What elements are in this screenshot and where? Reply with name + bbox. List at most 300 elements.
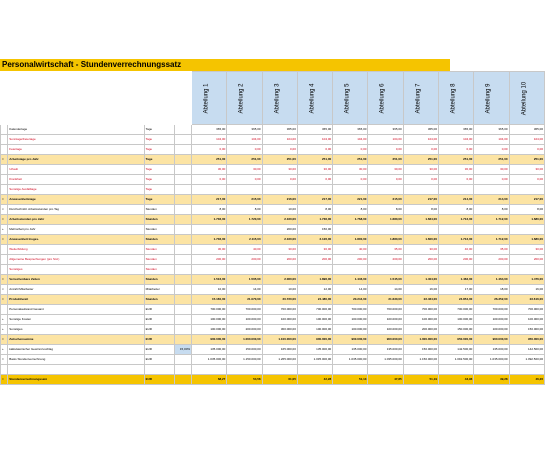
value-cell[interactable]: 18,00: [474, 285, 509, 295]
value-cell: 950.000,00: [439, 335, 474, 345]
value-cell[interactable]: 100.000,00: [333, 315, 368, 325]
value-cell[interactable]: 0,00: [439, 175, 474, 185]
value-cell[interactable]: 0,00: [403, 145, 438, 155]
value-cell[interactable]: 100.000,00: [368, 325, 403, 335]
row-percent: [175, 245, 192, 255]
row-percent: [175, 135, 192, 145]
value-cell[interactable]: 0,00: [262, 175, 297, 185]
value-cell[interactable]: [368, 265, 403, 275]
value-cell[interactable]: 200.000,00: [227, 325, 262, 335]
value-cell: 1.720,00: [227, 215, 262, 225]
row-label: Allgemeine Besprechungen (pro Std.): [8, 255, 144, 265]
value-cell[interactable]: 300.000,00: [262, 325, 297, 335]
value-cell[interactable]: 150.000,00: [509, 325, 544, 335]
row-unit: Stunden: [144, 295, 174, 305]
value-cell[interactable]: 365,00: [403, 125, 438, 135]
row-label: Zwischensumme: [8, 335, 144, 345]
row-operator: +: [1, 315, 8, 325]
value-cell: 46,26: [509, 375, 544, 385]
header-blank-pct: [175, 72, 192, 125]
value-cell[interactable]: 30,00: [403, 165, 438, 175]
value-cell[interactable]: [192, 265, 227, 275]
value-cell[interactable]: [474, 185, 509, 195]
value-cell[interactable]: 200,00: [368, 255, 403, 265]
value-cell[interactable]: 14,00: [333, 285, 368, 295]
table-row: [1, 155, 545, 165]
value-cell[interactable]: 30,00: [403, 245, 438, 255]
value-cell[interactable]: 0,00: [474, 175, 509, 185]
row-label: Basis Stundenverrechnung: [8, 355, 144, 365]
department-header[interactable]: [227, 72, 262, 125]
value-cell[interactable]: 1.035.000,00: [297, 355, 332, 365]
value-cell: 24.480,00: [297, 295, 332, 305]
table-row: [1, 265, 545, 275]
value-cell[interactable]: [297, 185, 332, 195]
value-cell[interactable]: 200,00: [262, 255, 297, 265]
value-cell[interactable]: 12,00: [297, 285, 332, 295]
value-cell[interactable]: 8,00: [368, 205, 403, 215]
value-cell[interactable]: 100.000,00: [192, 325, 227, 335]
value-cell: 1.680,00: [368, 215, 403, 225]
value-cell[interactable]: 100.000,00: [227, 315, 262, 325]
value-cell: 22.464,00: [403, 295, 438, 305]
row-percent: [175, 355, 192, 365]
table-row: [1, 275, 545, 285]
row-operator: [1, 175, 8, 185]
value-cell[interactable]: 14,00: [368, 285, 403, 295]
value-cell: 251,00: [262, 155, 297, 165]
value-cell[interactable]: [403, 225, 438, 235]
row-label: Urlaub: [8, 165, 144, 175]
value-cell[interactable]: 135.000,00: [297, 345, 332, 355]
value-cell: 1.680,00: [509, 215, 544, 225]
value-cell[interactable]: [333, 265, 368, 275]
value-cell[interactable]: 10,00: [262, 285, 297, 295]
value-cell[interactable]: 0,00: [474, 145, 509, 155]
header-row: [1, 72, 545, 125]
value-cell[interactable]: 142.500,00: [439, 345, 474, 355]
row-label: Stundenverrechnungssatz: [8, 375, 144, 385]
value-cell[interactable]: 100.000,00: [439, 315, 474, 325]
table-row: [1, 345, 545, 355]
value-cell[interactable]: [509, 185, 544, 195]
value-cell: 21.070,00: [227, 295, 262, 305]
value-cell: 1.736,00: [192, 235, 227, 245]
value-cell[interactable]: 30,00: [439, 165, 474, 175]
row-label: Sonstige Ausfalltage: [8, 185, 144, 195]
value-cell[interactable]: 8,00: [474, 205, 509, 215]
value-cell: 54,58: [227, 375, 262, 385]
row-percent: [175, 285, 192, 295]
row-percent: [175, 315, 192, 325]
row-percent[interactable]: 15,00%: [175, 345, 192, 355]
value-cell[interactable]: 0,00: [192, 145, 227, 155]
value-cell: 1.712,00: [439, 235, 474, 245]
value-cell[interactable]: 0,00: [192, 175, 227, 185]
value-cell: 1.800,00: [333, 235, 368, 245]
value-cell[interactable]: 700.000,00: [509, 305, 544, 315]
value-cell: 900.000,00: [368, 335, 403, 345]
value-cell: 15.160,00: [192, 295, 227, 305]
value-cell[interactable]: 135.000,00: [368, 345, 403, 355]
value-cell[interactable]: [439, 225, 474, 235]
value-cell[interactable]: 0,00: [262, 145, 297, 155]
row-operator: [1, 135, 8, 145]
value-cell[interactable]: [403, 265, 438, 275]
value-cell[interactable]: 16,00: [403, 285, 438, 295]
row-operator: [1, 365, 8, 375]
value-cell: 1.664,00: [403, 215, 438, 225]
value-cell[interactable]: 365,00: [509, 125, 544, 135]
value-cell[interactable]: 0,00: [333, 145, 368, 155]
department-header[interactable]: [368, 72, 403, 125]
value-cell: [333, 365, 368, 375]
table-row: [1, 305, 545, 315]
row-operator: [1, 185, 8, 195]
row-unit: Stunden: [144, 225, 174, 235]
value-cell: 950.000,00: [509, 335, 544, 345]
value-cell: 251,00: [474, 155, 509, 165]
value-cell[interactable]: 100.000,00: [262, 315, 297, 325]
department-header[interactable]: [333, 72, 368, 125]
value-cell[interactable]: 150.000,00: [227, 345, 262, 355]
value-cell: 215,00: [227, 195, 262, 205]
value-cell[interactable]: [439, 265, 474, 275]
value-cell[interactable]: 30,00: [262, 245, 297, 255]
table-row: [1, 145, 545, 155]
value-cell[interactable]: 1.035.000,00: [368, 355, 403, 365]
value-cell[interactable]: 365,00: [368, 125, 403, 135]
value-cell: 900.000,00: [297, 335, 332, 345]
value-cell[interactable]: 365,00: [474, 125, 509, 135]
value-cell[interactable]: 135.000,00: [192, 345, 227, 355]
row-percent: [175, 275, 192, 285]
value-cell[interactable]: 8,00: [297, 205, 332, 215]
value-cell: 20.720,00: [262, 295, 297, 305]
value-cell[interactable]: [333, 185, 368, 195]
value-cell[interactable]: 100.000,00: [509, 315, 544, 325]
value-cell[interactable]: 150.000,00: [403, 345, 438, 355]
value-cell[interactable]: 200,00: [509, 255, 544, 265]
value-cell: 217,00: [192, 195, 227, 205]
value-cell[interactable]: 200,00: [474, 255, 509, 265]
value-cell[interactable]: 35,00: [474, 245, 509, 255]
value-cell[interactable]: 104,00: [439, 135, 474, 145]
value-cell[interactable]: 30,00: [262, 165, 297, 175]
value-cell[interactable]: 40,00: [439, 245, 474, 255]
value-cell: 1.000.000,00: [227, 335, 262, 345]
value-cell[interactable]: 40,00: [333, 245, 368, 255]
value-cell[interactable]: 1.265.000,00: [262, 355, 297, 365]
table-row: [1, 375, 545, 385]
value-cell[interactable]: 104,00: [297, 135, 332, 145]
value-cell[interactable]: 0,00: [403, 175, 438, 185]
value-cell: [297, 365, 332, 375]
value-cell[interactable]: [368, 225, 403, 235]
value-cell: 1.736,00: [192, 215, 227, 225]
value-cell: 216,00: [262, 195, 297, 205]
value-cell[interactable]: 100.000,00: [297, 315, 332, 325]
department-header[interactable]: [509, 72, 544, 125]
value-cell[interactable]: 135.000,00: [333, 345, 368, 355]
value-cell[interactable]: 8,00: [439, 205, 474, 215]
value-cell[interactable]: 35,00: [368, 245, 403, 255]
value-cell[interactable]: 30,00: [297, 165, 332, 175]
value-cell: 1.100.000,00: [262, 335, 297, 345]
value-cell: 1.880,00: [368, 235, 403, 245]
value-cell[interactable]: 104,00: [227, 135, 262, 145]
value-cell[interactable]: [192, 225, 227, 235]
value-cell: 1.600,00: [403, 235, 438, 245]
value-cell: 1.476,00: [509, 275, 544, 285]
value-cell[interactable]: 365,00: [297, 125, 332, 135]
value-cell[interactable]: [333, 225, 368, 235]
value-cell[interactable]: 0,00: [333, 175, 368, 185]
value-cell[interactable]: 17,00: [439, 285, 474, 295]
value-cell[interactable]: [509, 265, 544, 275]
value-cell[interactable]: 200,00: [262, 225, 297, 235]
value-cell[interactable]: 104,00: [368, 135, 403, 145]
row-unit: Tage: [144, 195, 174, 205]
row-unit: EUR: [144, 355, 174, 365]
value-cell[interactable]: 200,00: [297, 255, 332, 265]
value-cell[interactable]: 200,00: [439, 255, 474, 265]
value-cell[interactable]: [474, 225, 509, 235]
value-cell[interactable]: 700.000,00: [474, 305, 509, 315]
row-operator: ×: [1, 285, 8, 295]
value-cell: 1.505,00: [227, 275, 262, 285]
value-cell[interactable]: 700.000,00: [403, 305, 438, 315]
value-cell[interactable]: 30,00: [474, 165, 509, 175]
value-cell[interactable]: 0,00: [509, 145, 544, 155]
value-cell[interactable]: 200,00: [227, 255, 262, 265]
value-cell[interactable]: 365,00: [262, 125, 297, 135]
value-cell: [262, 365, 297, 375]
value-cell: 2.115,00: [227, 235, 262, 245]
row-unit: Tage: [144, 165, 174, 175]
value-cell[interactable]: 30,00: [368, 165, 403, 175]
value-cell[interactable]: 100.000,00: [333, 325, 368, 335]
value-cell: 217,00: [509, 195, 544, 205]
value-cell: 251,00: [333, 155, 368, 165]
value-cell: 215,00: [368, 195, 403, 205]
value-cell: [227, 365, 262, 375]
value-cell[interactable]: 40,00: [227, 245, 262, 255]
value-cell[interactable]: [403, 185, 438, 195]
value-cell[interactable]: 1.092.500,00: [509, 355, 544, 365]
value-cell[interactable]: 365,00: [333, 125, 368, 135]
value-cell[interactable]: [227, 185, 262, 195]
header-blank-num: [1, 72, 8, 125]
value-cell[interactable]: 14,00: [227, 285, 262, 295]
value-cell[interactable]: 30,00: [192, 165, 227, 175]
value-cell[interactable]: 150,00: [297, 225, 332, 235]
row-percent: [175, 325, 192, 335]
value-cell[interactable]: [368, 185, 403, 195]
value-cell: 214,00: [474, 195, 509, 205]
row-unit: Stunden: [144, 205, 174, 215]
value-cell[interactable]: 165.000,00: [262, 345, 297, 355]
value-cell[interactable]: [297, 265, 332, 275]
row-unit: Tage: [144, 135, 174, 145]
value-cell[interactable]: 0,00: [368, 145, 403, 155]
value-cell[interactable]: 0,00: [227, 145, 262, 155]
value-cell[interactable]: 104,00: [192, 135, 227, 145]
value-cell[interactable]: 1.150.000,00: [403, 355, 438, 365]
value-cell: 1.404,00: [403, 275, 438, 285]
value-cell[interactable]: [509, 225, 544, 235]
value-cell[interactable]: 1.092.500,00: [439, 355, 474, 365]
value-cell[interactable]: 200,00: [403, 255, 438, 265]
row-operator: ×: [1, 205, 8, 215]
row-unit: Tage: [144, 125, 174, 135]
value-cell[interactable]: 100.000,00: [474, 315, 509, 325]
value-cell[interactable]: 1.035.000,00: [474, 355, 509, 365]
value-cell[interactable]: 8,00: [227, 205, 262, 215]
value-cell[interactable]: [262, 185, 297, 195]
value-cell[interactable]: 8,00: [333, 205, 368, 215]
value-cell[interactable]: 1.150.000,00: [227, 355, 262, 365]
value-cell[interactable]: 100.000,00: [192, 315, 227, 325]
table-row: [1, 245, 545, 255]
value-cell[interactable]: 0,00: [439, 145, 474, 155]
value-cell: 1.712,00: [439, 215, 474, 225]
value-cell[interactable]: [262, 265, 297, 275]
table-row: [1, 295, 545, 305]
value-cell[interactable]: 104,00: [509, 135, 544, 145]
value-cell[interactable]: 100.000,00: [474, 325, 509, 335]
value-cell[interactable]: 8,00: [403, 205, 438, 215]
value-cell: 251,00: [192, 155, 227, 165]
header-blank-unit: [144, 72, 174, 125]
value-cell[interactable]: [439, 185, 474, 195]
value-cell[interactable]: 104,00: [474, 135, 509, 145]
value-cell[interactable]: [227, 265, 262, 275]
row-percent: [175, 125, 192, 135]
value-cell: 1.680,00: [509, 235, 544, 245]
value-cell[interactable]: [192, 185, 227, 195]
value-cell[interactable]: 135.000,00: [474, 345, 509, 355]
row-operator: =: [1, 275, 8, 285]
department-header[interactable]: [403, 72, 438, 125]
value-cell[interactable]: 30,00: [509, 245, 544, 255]
table-row: [1, 195, 545, 205]
department-header[interactable]: [262, 72, 297, 125]
value-cell: 2.160,00: [262, 215, 297, 225]
value-cell[interactable]: 365,00: [439, 125, 474, 135]
value-cell[interactable]: 200.000,00: [403, 325, 438, 335]
value-cell[interactable]: 700.000,00: [368, 305, 403, 315]
value-cell[interactable]: 30,00: [227, 165, 262, 175]
value-cell: 251,00: [227, 155, 262, 165]
table-row: [1, 255, 545, 265]
value-cell[interactable]: 0,00: [297, 145, 332, 155]
value-cell[interactable]: [227, 225, 262, 235]
value-cell: 251,00: [439, 155, 474, 165]
department-header[interactable]: [192, 72, 227, 125]
value-cell[interactable]: 700.000,00: [262, 305, 297, 315]
value-cell[interactable]: 100.000,00: [368, 315, 403, 325]
value-cell: 900.000,00: [192, 335, 227, 345]
value-cell[interactable]: 200,00: [192, 255, 227, 265]
row-label: Personalaufwand Gesamt: [8, 305, 144, 315]
value-cell[interactable]: 700.000,00: [192, 305, 227, 315]
table-row: [1, 205, 545, 215]
value-cell[interactable]: 1.035.000,00: [192, 355, 227, 365]
department-header-label: Abteilung 10: [521, 81, 528, 115]
value-cell[interactable]: 30,00: [509, 165, 544, 175]
value-cell[interactable]: 142.500,00: [509, 345, 544, 355]
value-cell[interactable]: [474, 265, 509, 275]
value-cell[interactable]: 365,00: [227, 125, 262, 135]
value-cell[interactable]: 104,00: [403, 135, 438, 145]
row-unit: Stunden: [144, 235, 174, 245]
department-header[interactable]: [474, 72, 509, 125]
department-header-label: Abteilung 5: [344, 82, 351, 114]
value-cell[interactable]: 1.035.000,00: [333, 355, 368, 365]
value-cell[interactable]: 104,00: [333, 135, 368, 145]
row-operator: =: [1, 295, 8, 305]
value-cell[interactable]: 8,00: [192, 205, 227, 215]
row-unit: Tage: [144, 185, 174, 195]
row-label: Mehrarbeit pro Jahr: [8, 225, 144, 235]
value-cell[interactable]: 0,00: [368, 175, 403, 185]
value-cell[interactable]: 700.000,00: [333, 305, 368, 315]
value-cell: 1.736,00: [297, 215, 332, 225]
value-cell[interactable]: 8,00: [509, 205, 544, 215]
value-cell[interactable]: 365,00: [192, 125, 227, 135]
row-label: kalkulatorischer Gewinnzuschlag: [8, 345, 144, 355]
row-percent: [175, 235, 192, 245]
value-cell[interactable]: 0,00: [509, 175, 544, 185]
value-cell[interactable]: 30,00: [192, 245, 227, 255]
value-cell[interactable]: 30,00: [297, 245, 332, 255]
header-blank-label: [8, 72, 144, 125]
row-percent: [175, 165, 192, 175]
row-percent: [175, 265, 192, 275]
value-cell[interactable]: 700.000,00: [227, 305, 262, 315]
value-cell[interactable]: 30,00: [333, 165, 368, 175]
department-header[interactable]: [439, 72, 474, 125]
value-cell: 21.630,00: [368, 295, 403, 305]
value-cell[interactable]: 700.000,00: [439, 305, 474, 315]
department-header[interactable]: [297, 72, 332, 125]
value-cell[interactable]: 150.000,00: [439, 325, 474, 335]
row-operator: [1, 305, 8, 315]
value-cell[interactable]: 16,00: [509, 285, 544, 295]
value-cell[interactable]: 10,00: [262, 205, 297, 215]
value-cell: 61,05: [262, 375, 297, 385]
value-cell[interactable]: 700.000,00: [297, 305, 332, 315]
row-unit: EUR: [144, 315, 174, 325]
calculation-table: [0, 71, 545, 385]
value-cell: 1.446,00: [333, 275, 368, 285]
value-cell[interactable]: 104,00: [262, 135, 297, 145]
value-cell[interactable]: 10,00: [192, 285, 227, 295]
row-label: Weiterbildung: [8, 245, 144, 255]
value-cell[interactable]: 200,00: [333, 255, 368, 265]
department-header-label: Abteilung 2: [238, 82, 245, 114]
value-cell: 51,13: [333, 375, 368, 385]
value-cell[interactable]: 100.000,00: [297, 325, 332, 335]
value-cell: 251,00: [368, 155, 403, 165]
row-label: Sonstige Kosten: [8, 315, 144, 325]
value-cell[interactable]: 100.000,00: [403, 315, 438, 325]
row-label: Sonstiges: [8, 265, 144, 275]
table-row: [1, 215, 545, 225]
value-cell[interactable]: 0,00: [227, 175, 262, 185]
value-cell[interactable]: 0,00: [297, 175, 332, 185]
